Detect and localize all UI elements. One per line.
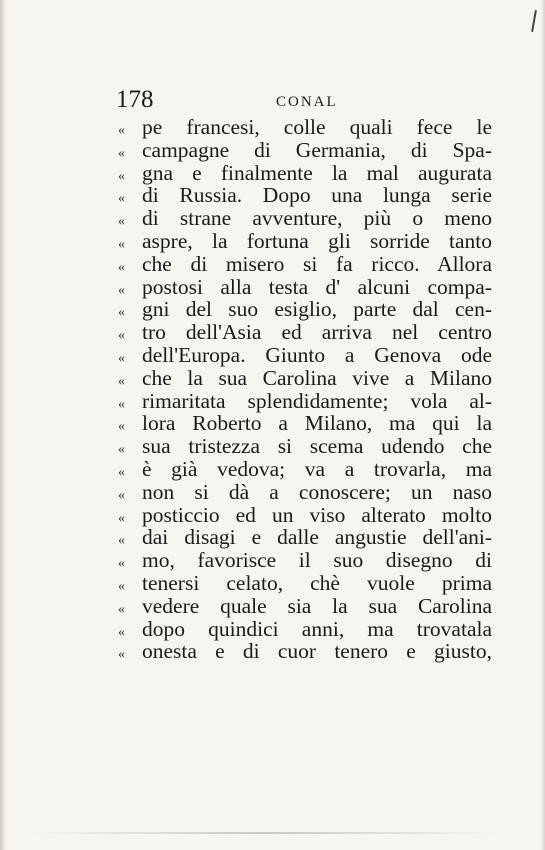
text-line [118, 504, 498, 527]
running-head: CONAL [276, 94, 338, 110]
quote-mark: « [118, 487, 125, 503]
text-line [118, 435, 498, 458]
text-line [118, 321, 498, 344]
quote-mark: « [118, 533, 125, 549]
text-line [118, 139, 498, 162]
quote-mark: « [118, 647, 125, 663]
line-text: tenersi celato, chè vuole prima [142, 570, 492, 595]
line-text: onesta e di cuor tenero e giusto, [142, 639, 492, 664]
quote-mark: « [118, 282, 125, 298]
text-line [118, 640, 498, 663]
quote-mark: « [118, 123, 125, 138]
quote-mark: « [118, 510, 125, 526]
page-edge-left [0, 0, 6, 850]
quote-mark: « [118, 328, 125, 344]
line-text: lora Roberto a Milano, ma qui la [142, 411, 492, 436]
text-line [118, 230, 498, 253]
quote-mark: « [118, 259, 125, 275]
quote-mark: « [118, 556, 125, 572]
line-text: mo, favorisce il suo disegno di [142, 548, 492, 573]
text-line [118, 184, 498, 207]
line-text: dopo quindici anni, ma trovatala [142, 616, 492, 641]
quote-mark: « [118, 145, 125, 161]
quote-mark: « [118, 624, 125, 640]
line-text: gna e finalmente la mal augurata [142, 160, 492, 185]
quote-mark: « [118, 601, 125, 617]
quote-mark: « [118, 191, 125, 207]
page-edge-right [541, 0, 545, 850]
text-line [118, 526, 498, 549]
quote-mark: « [118, 168, 125, 184]
text-line [118, 344, 498, 367]
line-text: sua tristezza si scema udendo che [142, 434, 492, 459]
text-line [118, 412, 498, 435]
quote-mark: « [118, 305, 125, 321]
quote-mark: « [118, 373, 125, 389]
line-text: aspre, la fortuna gli sorride tanto [142, 228, 492, 253]
text-line [118, 549, 498, 572]
text-line [118, 162, 498, 185]
line-text: vedere quale sia la sua Carolina [142, 593, 492, 618]
line-text: rimaritata splendidamente; vola al- [142, 388, 492, 413]
text-line [118, 367, 498, 390]
text-line [118, 207, 498, 230]
text-line [118, 298, 498, 321]
line-text: campagne di Germania, di Spa- [142, 137, 492, 162]
text-line [118, 390, 498, 413]
quote-mark: « [118, 442, 125, 458]
quote-mark: « [118, 396, 125, 412]
line-text: non si dà a conoscere; un naso [142, 479, 492, 504]
line-text: che di misero si fa ricco. Allora [142, 251, 492, 276]
line-text: postosi alla testa d' alcuni compa- [142, 274, 492, 299]
text-line [118, 458, 498, 481]
line-text: posticcio ed un viso alterato molto [142, 502, 492, 527]
line-text: pe francesi, colle quali fece le [142, 115, 492, 139]
text-line [118, 116, 498, 139]
body-text [118, 116, 498, 663]
quote-mark: « [118, 350, 125, 366]
quote-mark: « [118, 419, 125, 435]
line-text: dell'Europa. Giunto a Genova ode [142, 342, 492, 367]
text-line [118, 276, 498, 299]
line-text: di strane avventure, più o meno [142, 206, 492, 231]
text-line [118, 253, 498, 276]
line-text: che la sua Carolina vive a Milano [142, 365, 492, 390]
line-text: tro dell'Asia ed arriva nel centro [142, 320, 492, 345]
line-text: di Russia. Dopo una lunga serie [142, 183, 492, 208]
page-number: 178 [116, 86, 154, 113]
page-header [116, 86, 490, 118]
line-text: è già vedova; va a trovarla, ma [142, 456, 492, 481]
quote-mark: « [118, 464, 125, 480]
quote-mark: « [118, 578, 125, 594]
text-line [118, 481, 498, 504]
line-text: gni del suo esiglio, parte dal cen- [142, 297, 492, 322]
quote-mark: « [118, 236, 125, 252]
text-line [118, 595, 498, 618]
line-text: dai disagi e dalle angustie dell'ani- [142, 525, 492, 550]
page-bottom-smudge [30, 832, 500, 834]
text-line [118, 618, 498, 641]
quote-mark: « [118, 214, 125, 230]
corner-mark [531, 10, 537, 32]
text-line [118, 572, 498, 595]
